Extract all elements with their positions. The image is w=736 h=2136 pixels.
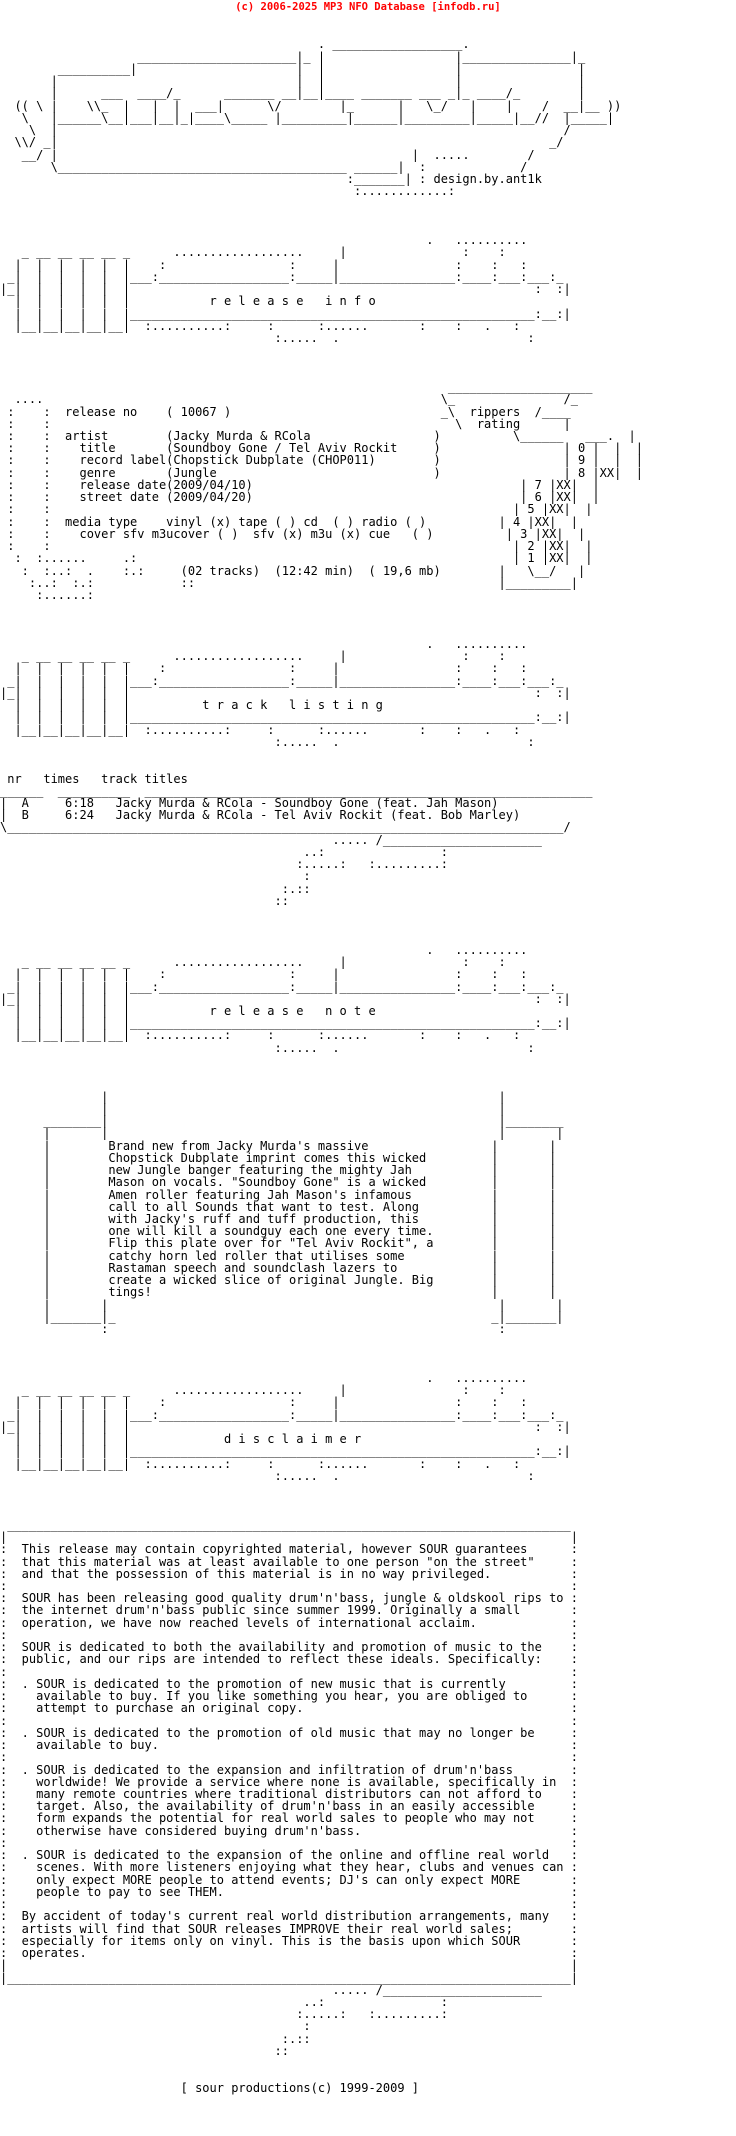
nfo-text: . __________________. ______________________|_ | |_______________|_ __________| | | | | | | | | | | ___ ____/_ _______ __|__|____ _______ ___ _|_ ____/_ | (( \ | \\_ | | | ___| \/ |_ | \_/ | | / __|__ )) \ |______\__|___|__|_|____\_____ |_________|______|_________|_____|__// |_____| \ | / \\/ _| _/ __/ | | ..... / \________________________________________ ______| : / :_______| : design.by.ant1k :............: . .......... _ __ __ __ __ _ .................. | : : | | | | | | : : | : : : _| | | | | |___:__________________:_____|________________:____:___:___:_ |_| | | | | | : :| | | | | | | r e l e a s e i n f o | | | | | |________________________________________________________:__:| |__|__|__|__|__| :..........: : :...... : : . : :..... . : ____________________ .... \_ /_ : : release no ( 10067 ) _\ rippers /____ : : \ rating | : : artist (Jacky Murda & RCola ) \______ ___. | : : title (Soundboy Gone / Tel Aviv Rockit ) | 0 | | | : : record label(Chopstick Dubplate (CHOP011) ) | 9 | | | : : genre (Jungle ) | 8 |XX| | : : release date(2009/04/10) | 7 |XX| | : : street date (2009/04/20) | 6 |XX| | : : | 5 |XX| | : : media type vinyl (x) tape ( ) cd ( ) radio ( ) | 4 |XX| | : : cover sfv m3ucover ( ) sfv (x) m3u (x) cue ( ) | 3 |XX| | : : | 2 |XX| | : :...... .: | 1 |XX| | : :..: . :.: (02 tracks) (12:42 min) ( 19,6 mb) | \__/ | :..: :.: :: |_________| :......: . .......... _ __ __ __ __ _ .................. | : : | | | | | | : : | : : : _| | | | | |___:__________________:_____|________________:____:___:___:_ |_| | | | | | : :| | | | | | | t r a c k l i s t i n g | | | | | |________________________________________________________:__:| |__|__|__|__|__| :..........: : :...... : : . : :..... . : nr times track titles ______ __________ ______________________________________________________________ | A 6:18 Jacky Murda & RCola - Soundboy Gone (feat. Jah Mason) | B 6:24 Jacky Murda & RCola - Tel Aviv Rockit (feat. Bob Marley) \_____________________________________________________________________________/ ..... /______________________ ..: : :.....: :.........: : :.:: :: . .......... _ __ __ __ __ _ .................. | : : | | | | | | : : | : : : _| | | | | |___:__________________:_____|________________:____:___:___:_ |_| | | | | | : :| | | | | | | r e l e a s e n o t e | | | | | |________________________________________________________:__:| |__|__|__|__|__| :..........: : :...... : : . : :..... . : | | | | ________| |________ | | | | | Brand new from Jacky Murda's massive | | | Chopstick Dubplate imprint comes this wicked | | | new Jungle banger featuring the mighty Jah | | | Mason on vocals. "Soundboy Gone" is a wicked | | | Amen roller featuring Jah Mason's infamous | | | call to all Sounds that want to test. Along | | | with Jacky's ruff and tuff production, this | | | one will kill a soundguy each one every time. | | | Flip this plate over for "Tel Aviv Rockit", a | | | catchy horn led roller that utilises some | | | Rastaman speech and soundclash lazers to | | | create a wicked slice of original Jungle. Big | | | tings! | | | | | | |_______|_ _|_______| : : . .......... _ __ __ __ __ _ .................. | : : | | | | | | : : | : : : _| | | | | |___:__________________:_____|________________:____:___:___:_ |_| | | | | | : :| | | | | | | d i s c l a i m e r | | | | | |________________________________________________________:__:| |__|__|__|__|__| :..........: : :...... : : . : :..... . : ______________________________________________________________________________ | | : This release may contain copyrighted material, however SOUR guarantees : : that this material was at least available to one person "on the street" : : and that the possession of this material is in no way privileged. : : : : SOUR has been releasing good quality drum'n'bass, jungle & oldskool rips to : : the internet drum'n'bass public since summer 1999. Originally a small : : operation, we have now reached levels of international acclaim. : : : : SOUR is dedicated to both the availability and promotion of music to the : : public, and our rips are intended to reflect these ideals. Specifically: : : : : . SOUR is dedicated to the promotion of new music that is currently : : available to buy. If you like something you hear, you are obliged to : : attempt to purchase an original copy. : : : : . SOUR is dedicated to the promotion of old music that may no longer be : : available to buy. : : : : . SOUR is dedicated to the expansion and infiltration of drum'n'bass : : worldwide! We provide a service where none is available, specifically in : : many remote countries where traditional distributors can not afford to : : target. Also, the availability of drum'n'bass in an easily accessible : : form expands the potential for real world sales to people who may not : : otherwise have considered buying drum'n'bass. : : : : . SOUR is dedicated to the expansion of the online and offline real world : : scenes. With more listeners enjoying what they hear, clubs and venues can : : only expect MORE people to attend events; DJ's can only expect MORE : : people to pay to see THEM. : : : : By accident of today's current real world distribution arrangements, many : : artists will find that SOUR releases IMPROVE their real world sales; : : especially for items only on vinyl. This is the basis upon which SOUR : : operates. : | | |______________________________________________________________________________| ..... /______________________ ..: : :.....: :.........: : :.:: :: [ sour productions(c) 1999-2009 ] <box>0 37 643 2095</box>
nfo-database-header: (c) 2006-2025 MP3 NFO Database [infodb.ru] <box>235 1 501 13</box>
